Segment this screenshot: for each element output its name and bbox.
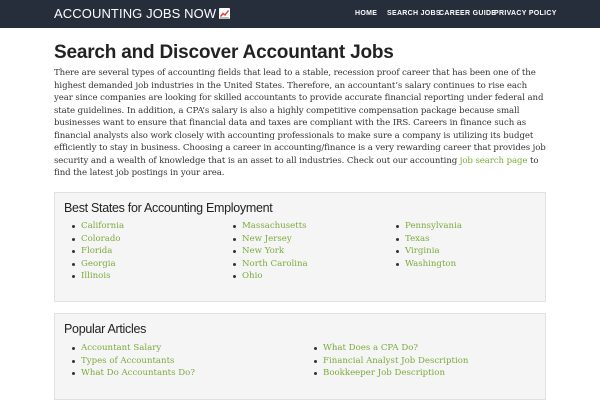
chart-increasing-icon: [219, 8, 230, 19]
state-link[interactable]: New Jersey: [230, 233, 308, 246]
intro-text: There are several types of accounting fields that lead to a stable, recession proof career that has been one of the highest demanded job industries in the United States. Therefore, an accountant’s salary continues to rise each year since companies are looking for skilled accountants to provide accurate financial reporting under federal and state guidelines. In addition, a CPA’s salary is also a highly competitive compensation package because small businesses want to ensure that financial data and taxes are compliant with the IRS. Careers in finance such as financial analysts also work closely with accounting professionals to make sure a company is utilizing its budget efficiently to stay in business. Choosing a career in accounting/finance is a very rewarding career that provides job security and a wealth of knowledge that is an asset to all industries. Check out our accounting: [54, 68, 546, 166]
article-link[interactable]: What Do Accountants Do?: [69, 367, 195, 380]
job-search-link[interactable]: job search page: [459, 155, 528, 166]
article-link[interactable]: Accountant Salary: [69, 342, 195, 355]
state-link[interactable]: Illinois: [69, 270, 124, 283]
state-link[interactable]: Georgia: [69, 258, 124, 271]
articles-column: [69, 342, 195, 380]
article-link[interactable]: What Does a CPA Do?: [311, 342, 468, 355]
best-states-widget: [54, 192, 546, 302]
brand-name[interactable]: ACCOUNTING JOBS NOW: [54, 6, 217, 21]
articles-column: [311, 342, 468, 380]
site-logo[interactable]: [54, 6, 230, 21]
states-column: [230, 220, 308, 283]
state-link[interactable]: Washington: [393, 258, 462, 271]
state-link[interactable]: Ohio: [230, 270, 308, 283]
state-link[interactable]: North Carolina: [230, 258, 308, 271]
page-title: Search and Discover Accountant Jobs: [54, 42, 394, 63]
nav-privacy-policy[interactable]: PRIVACY POLICY: [494, 10, 557, 17]
popular-articles-widget: [54, 313, 546, 400]
states-column: [69, 220, 124, 283]
state-link[interactable]: Texas: [393, 233, 462, 246]
popular-articles-title: Popular Articles: [64, 322, 147, 336]
state-link[interactable]: Colorado: [69, 233, 124, 246]
nav-career-guide[interactable]: CAREER GUIDE: [439, 10, 497, 17]
state-link[interactable]: New York: [230, 245, 308, 258]
state-link[interactable]: Virginia: [393, 245, 462, 258]
state-link[interactable]: Florida: [69, 245, 124, 258]
state-link[interactable]: California: [69, 220, 124, 233]
nav-search-jobs[interactable]: SEARCH JOBS: [387, 10, 441, 17]
top-nav-bar: [0, 0, 600, 28]
states-column: [393, 220, 462, 270]
intro-paragraph: [54, 67, 548, 180]
nav-home[interactable]: HOME: [355, 10, 378, 17]
state-link[interactable]: Pennsylvania: [393, 220, 462, 233]
article-link[interactable]: Types of Accountants: [69, 355, 195, 368]
article-link[interactable]: Bookkeeper Job Description: [311, 367, 468, 380]
state-link[interactable]: Massachusetts: [230, 220, 308, 233]
article-link[interactable]: Financial Analyst Job Description: [311, 355, 468, 368]
intro-text-end: to find the latest job postings in your area.: [54, 155, 539, 178]
best-states-title: Best States for Accounting Employment: [64, 201, 273, 215]
